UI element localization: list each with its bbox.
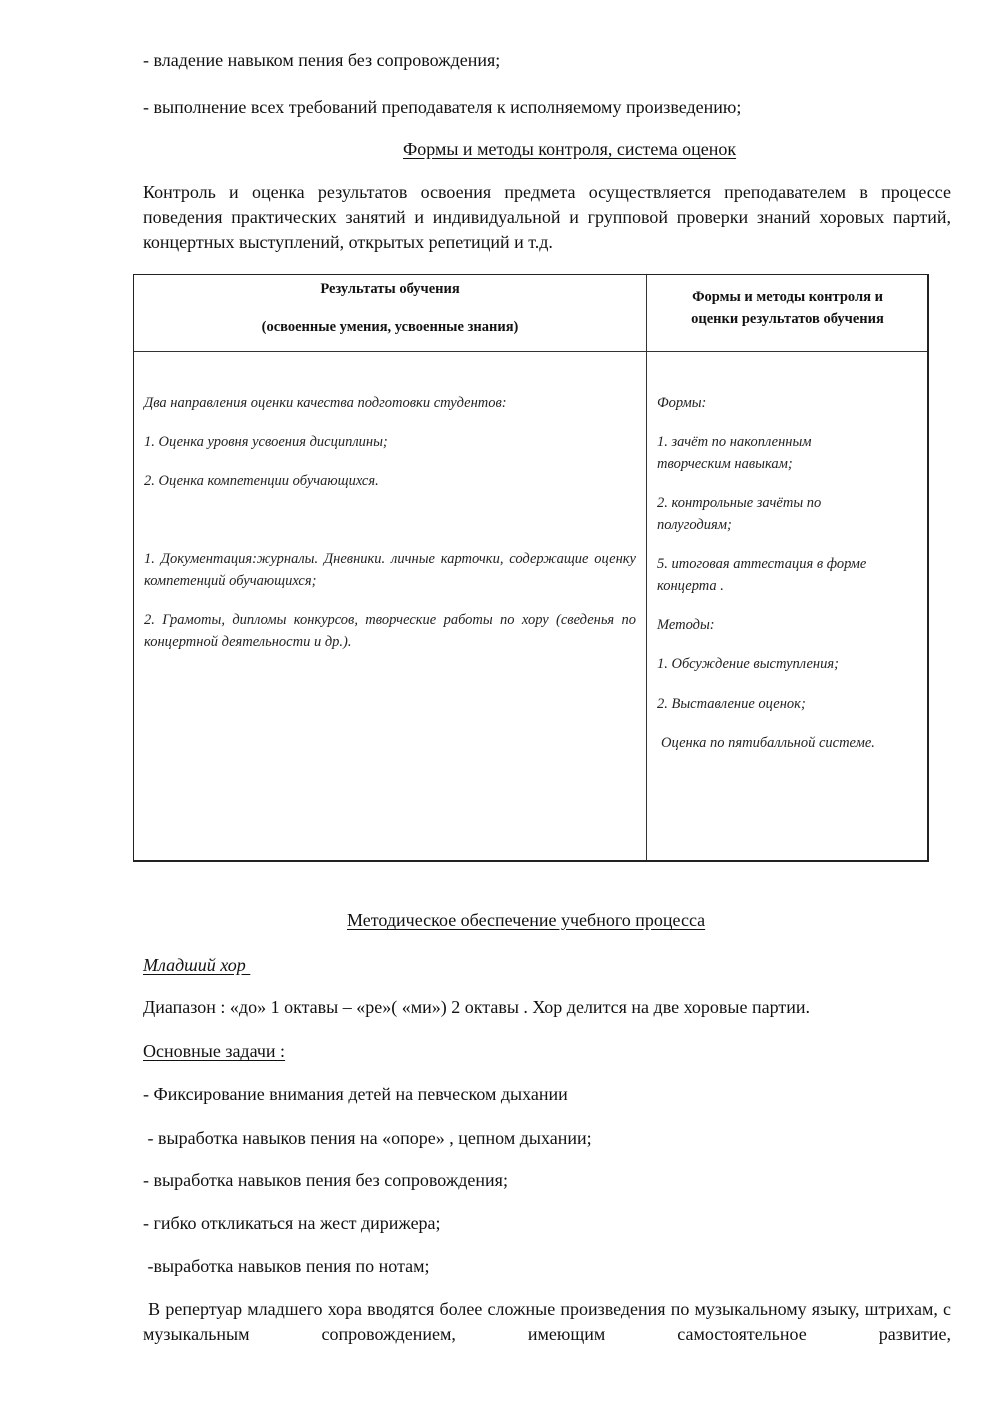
subsection-title-junior-choir: Младший хор bbox=[143, 955, 251, 975]
forms-item: 1. зачёт по накопленным творческим навыкам; bbox=[657, 434, 812, 472]
bullet-line: - владение навыком пения без сопровождения; bbox=[143, 50, 501, 70]
results-item: 2. Оценка компетенции обучающихся. bbox=[144, 473, 379, 489]
methods-item: 1. Обсуждение выступления; bbox=[657, 656, 839, 672]
control-paragraph: Контроль и оценка результатов освоения предмета осуществляется преподавателем в процессе поведения практических занятий и индивидуальной и групповой проверки знаний хоровых партий, концертных выступлений, открытых репетиций и т.д. bbox=[143, 182, 951, 252]
task-item: - Фиксирование внимания детей на певческом дыхании bbox=[143, 1084, 568, 1104]
tasks-label: Основные задачи : bbox=[143, 1041, 286, 1061]
table-header-divider bbox=[134, 351, 927, 352]
section-title-control: Формы и методы контроля, система оценок bbox=[403, 139, 737, 159]
forms-item: 5. итоговая аттестация в форме концерта . bbox=[657, 556, 867, 594]
task-item: - выработка навыков пения на «опоре» , цепном дыхании; bbox=[143, 1128, 592, 1148]
forms-label: Формы: bbox=[657, 395, 707, 411]
task-item: - выработка навыков пения без сопровождения; bbox=[143, 1170, 508, 1190]
results-intro: Два направления оценки качества подготовки студентов: bbox=[144, 395, 507, 411]
forms-item: 2. контрольные зачёты по полугодиям; bbox=[657, 495, 822, 533]
section-title-methodical: Методическое обеспечение учебного процесса bbox=[347, 910, 706, 930]
table-header-results: Результаты обучения bbox=[320, 281, 460, 297]
table-header-forms: Формы и методы контроля и bbox=[692, 289, 883, 305]
assessment-table bbox=[133, 274, 929, 862]
results-item: 1. Оценка уровня усвоения дисциплины; bbox=[144, 434, 388, 450]
range-text: Диапазон : «до» 1 октавы – «ре»( «ми») 2 октавы . Хор делится на две хоровые партии. bbox=[143, 997, 810, 1017]
bullet-line: - выполнение всех требований преподавателя к исполняемому произведению; bbox=[143, 97, 742, 117]
methods-item: 2. Выставление оценок; bbox=[657, 696, 806, 712]
results-doc: 2. Грамоты, дипломы конкурсов, творческие работы по хору (сведенья по концертной деятельности и др.). bbox=[144, 612, 636, 650]
task-item: -выработка навыков пения по нотам; bbox=[143, 1256, 430, 1276]
table-header-forms-sub: оценки результатов обучения bbox=[691, 311, 884, 327]
table-header-results-sub: (освоенные умения, усвоенные знания) bbox=[261, 319, 519, 335]
repertoire-paragraph: В репертуар младшего хора вводятся более сложные произведения по музыкальному языку, штрихам, с музыкальным сопровождением, имеющим самостоятельное развитие, bbox=[143, 1299, 956, 1344]
table-column-divider bbox=[646, 275, 647, 860]
results-doc: 1. Документация:журналы. Дневники. личные карточки, содержащие оценку компетенций обучающихся; bbox=[144, 551, 636, 589]
grading-note: Оценка по пятибалльной системе. bbox=[661, 735, 875, 751]
methods-label: Методы: bbox=[657, 617, 715, 633]
task-item: - гибко откликаться на жест дирижера; bbox=[143, 1213, 441, 1233]
